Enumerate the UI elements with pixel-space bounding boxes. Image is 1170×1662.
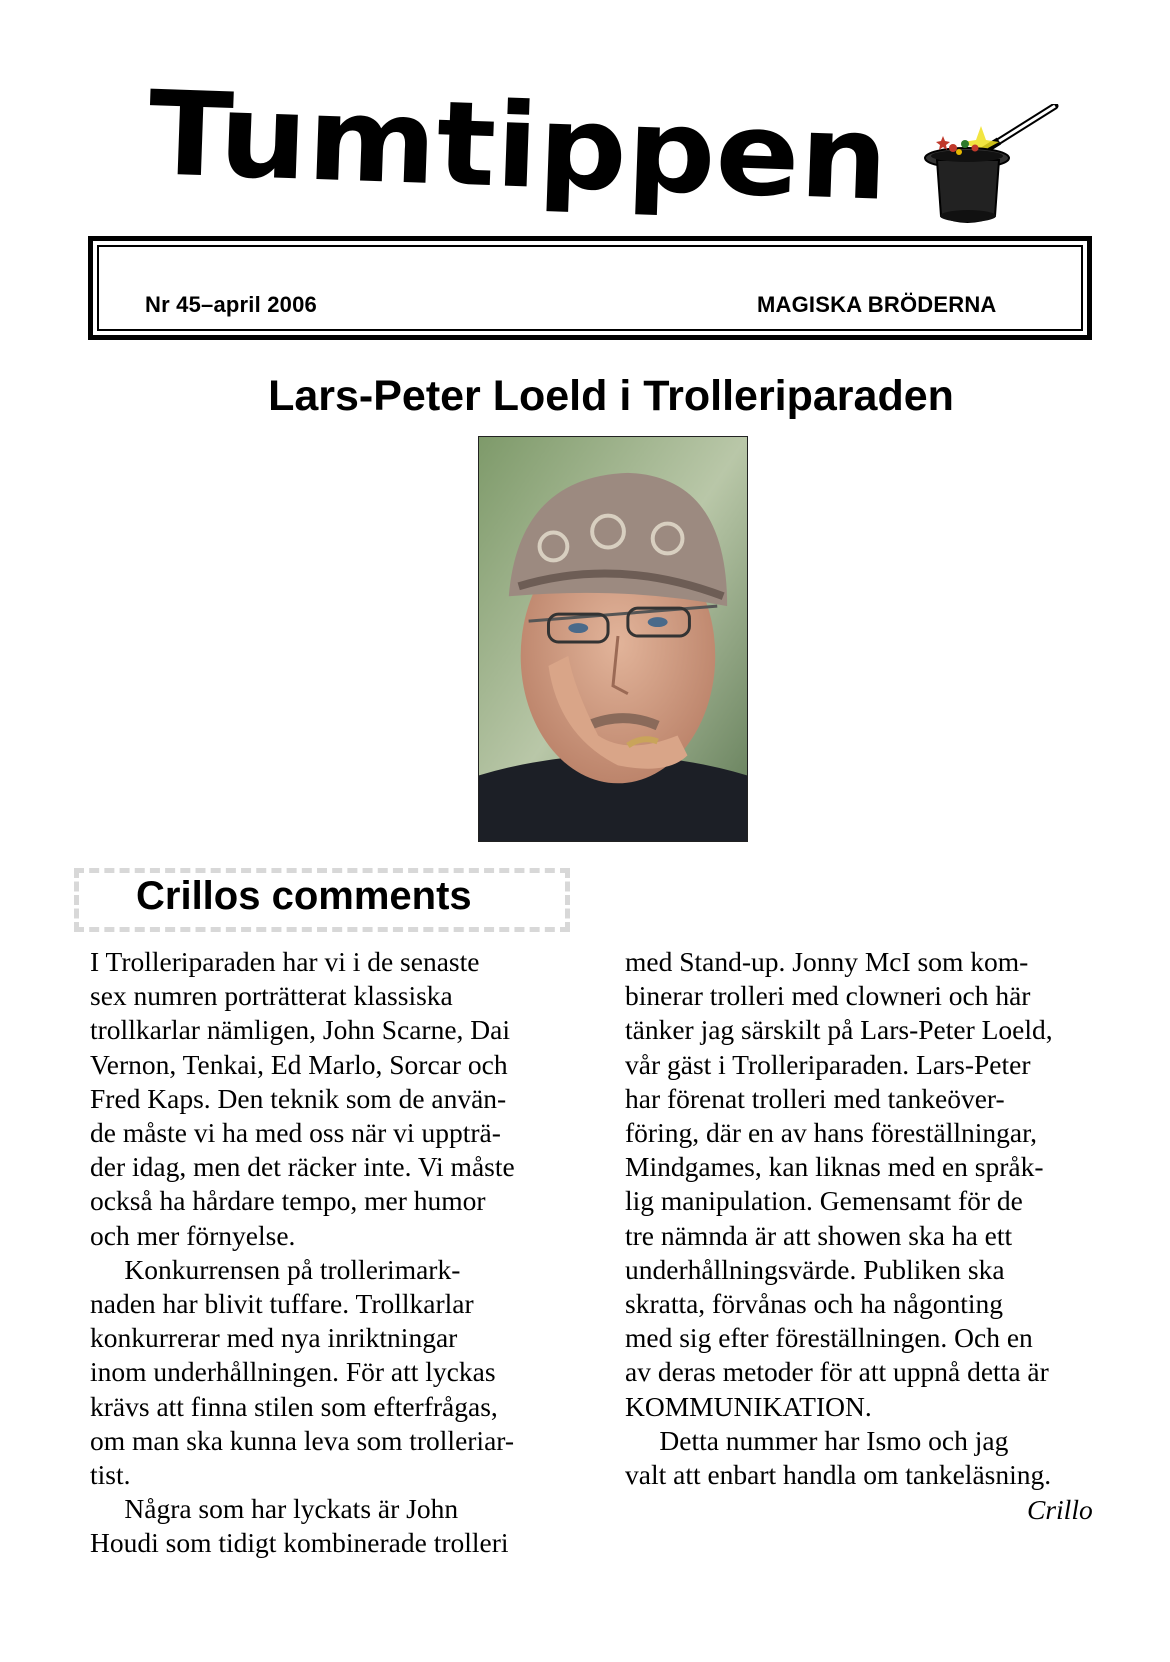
text-line: Detta nummer har Ismo och jag — [625, 1424, 1009, 1456]
text-line: tist. — [90, 1459, 131, 1491]
text-line: tänker jag särskilt på Lars-Peter Loeld, — [625, 1014, 1053, 1046]
text-line: binerar trolleri med clowneri och här — [625, 980, 1031, 1012]
magic-hat-icon — [915, 104, 1065, 230]
text-line: med Stand-up. Jonny McI som kom- — [625, 946, 1029, 977]
author-signature: Crillo — [1027, 1494, 1093, 1525]
text-line: skratta, förvånas och ha någonting — [625, 1288, 1004, 1320]
text-line: konkurrerar med nya inriktningar — [90, 1322, 458, 1354]
text-line: I Trolleriparaden har vi i de senaste — [90, 946, 480, 977]
masthead-title-text: Tumtippen — [146, 86, 843, 216]
text-line: sex numren porträtterat klassiska — [90, 980, 453, 1012]
publisher-name: MAGISKA BRÖDERNA — [757, 292, 997, 317]
text-line: Några som har lyckats är John — [90, 1493, 459, 1525]
text-line: KOMMUNIKATION. — [625, 1390, 872, 1422]
issue-info-box — [88, 236, 1092, 340]
text-line: om man ska kunna leva som trolleriar- — [90, 1424, 515, 1456]
text-line: Fred Kaps. Den teknik som de använ- — [90, 1082, 507, 1114]
text-line: också ha hårdare tempo, mer humor — [90, 1185, 486, 1217]
text-line: med sig efter föreställningen. Och en — [625, 1322, 1033, 1354]
text-line: de måste vi ha med oss när vi uppträ- — [90, 1117, 501, 1149]
text-line: vår gäst i Trolleriparaden. Lars-Peter — [625, 1048, 1031, 1080]
text-line: tre nämnda är att showen ska ha ett — [625, 1219, 1013, 1251]
text-line: inom underhållningen. För att lyckas — [90, 1356, 496, 1388]
text-line: och mer förnyelse. — [90, 1219, 296, 1251]
issue-number: Nr 45–april 2006 — [145, 292, 317, 317]
section-title: Crillos comments — [136, 874, 472, 918]
article-headline: Lars-Peter Loeld i Trolleriparaden — [268, 372, 954, 420]
text-line: Vernon, Tenkai, Ed Marlo, Sorcar och — [90, 1048, 508, 1080]
text-line: lig manipulation. Gemensamt för de — [625, 1185, 1023, 1217]
text-line: Konkurrensen på trollerimark- — [90, 1253, 461, 1285]
text-line: Mindgames, kan liknas med en språk- — [625, 1151, 1044, 1183]
text-line: har förenat trolleri med tankеöver- — [625, 1082, 1005, 1114]
text-line: valt att enbart handla om tankeläsning. — [625, 1459, 1052, 1491]
article-column-right — [625, 945, 1095, 1492]
text-line: der idag, men det räcker inte. Vi måste — [90, 1151, 515, 1183]
text-line: trollkarlar nämligen, John Scarne, Dai — [90, 1014, 511, 1046]
text-line: Houdi som tidigt kombinerade trolleri — [90, 1527, 509, 1559]
article-column-left — [90, 945, 560, 1561]
masthead-title — [138, 86, 898, 216]
text-line: krävs att finna stilen som efterfrågas, — [90, 1390, 498, 1422]
text-line: underhållningsvärde. Publiken ska — [625, 1253, 1005, 1285]
text-line: föring, där en av hans föreställningar, — [625, 1117, 1038, 1149]
text-line: naden har blivit tuffare. Trollkarlar — [90, 1288, 474, 1320]
portrait-photo — [478, 436, 748, 842]
text-line: av deras metoder för att uppnå detta är — [625, 1356, 1049, 1388]
